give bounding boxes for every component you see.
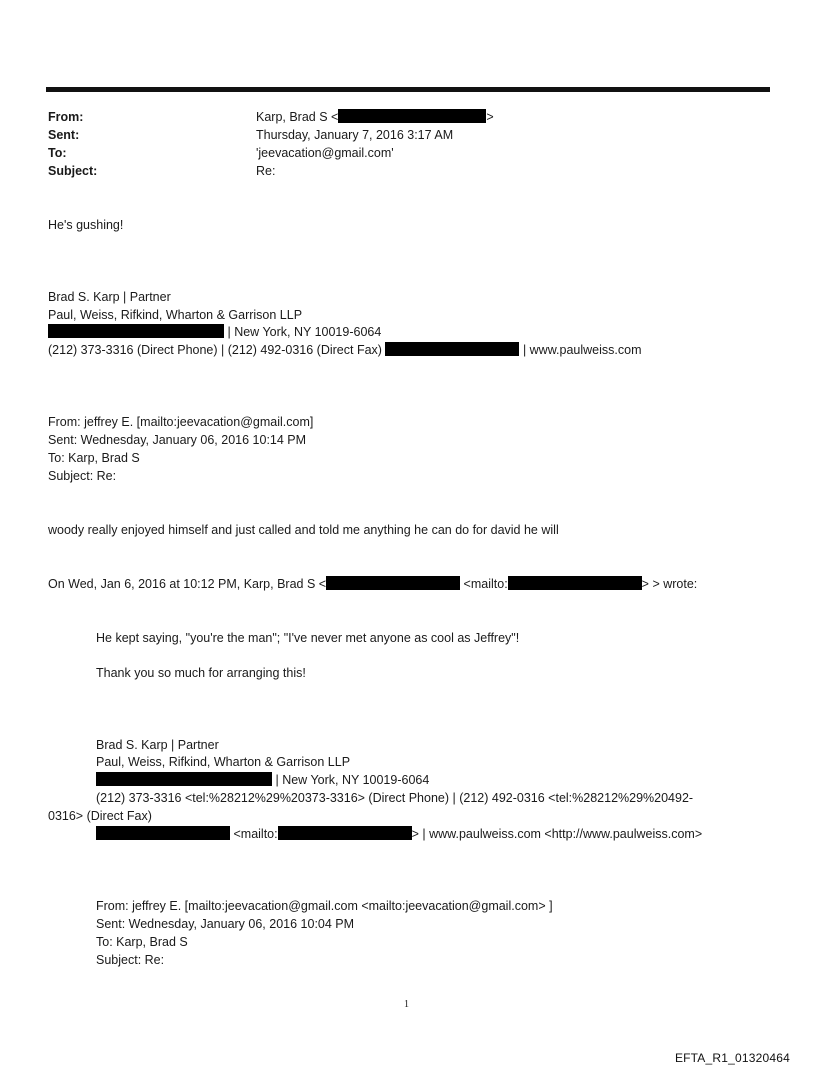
signature-contact xyxy=(48,341,642,359)
sent-value: Thursday, January 7, 2016 3:17 AM xyxy=(256,128,454,142)
redaction-box xyxy=(385,342,519,356)
from-close: > xyxy=(486,110,494,124)
redaction-box xyxy=(96,772,272,786)
forward-sent: Sent: Wednesday, January 06, 2016 10:14 PM xyxy=(48,433,307,447)
quote-intro-prefix: On Wed, Jan 6, 2016 at 10:12 PM, Karp, Brad S < xyxy=(48,577,327,591)
redaction-box xyxy=(338,109,486,123)
page-number: 1 xyxy=(404,999,409,1010)
signature-name: Brad S. Karp | Partner xyxy=(96,738,219,752)
forward-to: To: Karp, Brad S xyxy=(48,451,140,465)
redaction-box xyxy=(48,324,224,338)
from-value xyxy=(256,108,494,126)
signature-address xyxy=(48,323,381,341)
signature-firm: Paul, Weiss, Rifkind, Wharton & Garrison LLP xyxy=(48,308,303,322)
sent-label: Sent: xyxy=(48,128,80,142)
signature-phone: (212) 373-3316 <tel:%28212%29%20373-3316> (Direct Phone) | (212) 492-0316 <tel:%28212%29%20492- xyxy=(96,791,694,805)
forward-message: woody really enjoyed himself and just called and told me anything he can do for david he will xyxy=(48,523,559,537)
subject-value: Re: xyxy=(256,164,276,178)
signature-mailto: <mailto: xyxy=(233,827,278,841)
forward-from: From: jeffrey E. [mailto:jeevacation@gmail.com <mailto:jeevacation@gmail.com> ] xyxy=(96,899,553,913)
signature-firm: Paul, Weiss, Rifkind, Wharton & Garrison LLP xyxy=(96,755,351,769)
signature-address-text: | New York, NY 10019-6064 xyxy=(275,773,430,787)
signature-phone: (212) 373-3316 (Direct Phone) | (212) 492-0316 (Direct Fax) xyxy=(48,343,382,357)
header-rule xyxy=(46,87,770,92)
quoted-line: Thank you so much for arranging this! xyxy=(96,666,306,680)
signature-address xyxy=(96,771,429,789)
redaction-box xyxy=(96,826,230,840)
from-name: Karp, Brad S < xyxy=(256,110,339,124)
forward-subject: Subject: Re: xyxy=(48,469,117,483)
quote-intro xyxy=(48,575,697,593)
forward-subject: Subject: Re: xyxy=(96,953,165,967)
redaction-box xyxy=(508,576,642,590)
document-id: EFTA_R1_01320464 xyxy=(674,1051,790,1065)
quote-intro-suffix: > > wrote: xyxy=(641,577,698,591)
to-label: To: xyxy=(48,146,67,160)
quoted-line: He kept saying, "you're the man"; "I've never met anyone as cool as Jeffrey"! xyxy=(96,631,520,645)
signature-web: > | www.paulweiss.com <http://www.paulweiss.com> xyxy=(411,827,703,841)
forward-sent: Sent: Wednesday, January 06, 2016 10:04 PM xyxy=(96,917,355,931)
to-value: 'jeevacation@gmail.com' xyxy=(256,146,394,160)
redaction-box xyxy=(278,826,412,840)
quote-intro-mailto: <mailto: xyxy=(463,577,508,591)
body-text: He's gushing! xyxy=(48,218,124,232)
signature-address-text: | New York, NY 10019-6064 xyxy=(227,325,382,339)
signature-contact xyxy=(96,825,702,843)
from-label: From: xyxy=(48,110,84,124)
signature-web: | www.paulweiss.com xyxy=(522,343,642,357)
signature-name: Brad S. Karp | Partner xyxy=(48,290,171,304)
forward-from: From: jeffrey E. [mailto:jeevacation@gmail.com] xyxy=(48,415,314,429)
subject-label: Subject: xyxy=(48,164,98,178)
forward-to: To: Karp, Brad S xyxy=(96,935,188,949)
redaction-box xyxy=(326,576,460,590)
signature-fax: 0316> (Direct Fax) xyxy=(48,809,152,823)
